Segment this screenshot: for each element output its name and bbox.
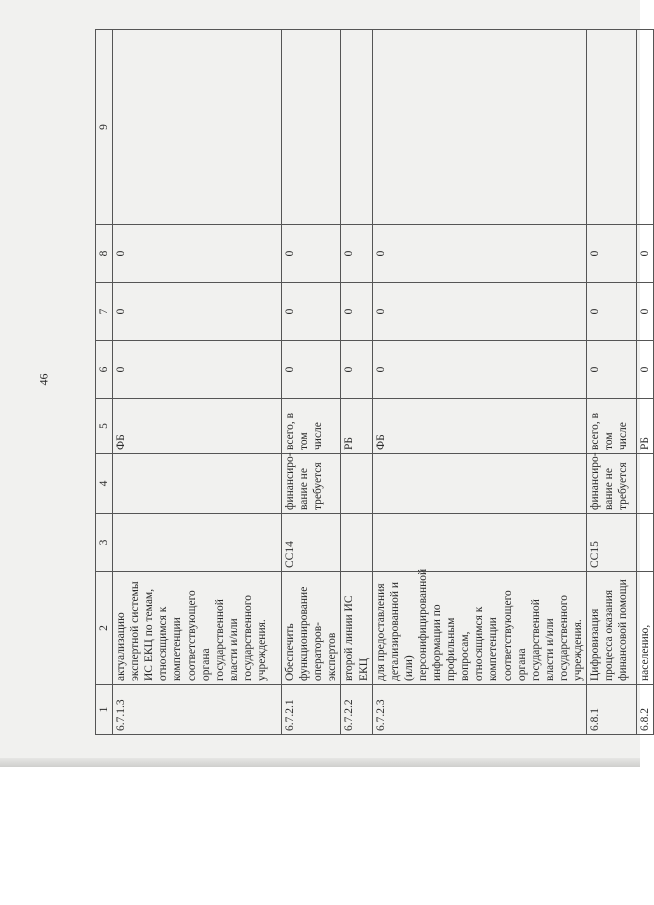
row-id: 6.7.1.3: [113, 685, 282, 735]
row-source: ФБ: [372, 399, 586, 454]
row-id: 6.7.2.3: [372, 685, 586, 735]
row-empty-col9: [587, 30, 637, 225]
table-body: [96, 30, 654, 735]
row-value-col8: 0: [341, 225, 372, 283]
row-value-col6: 0: [637, 341, 654, 399]
row-code: [637, 514, 654, 572]
table-row: [341, 30, 372, 735]
row-code: СС14: [282, 514, 341, 572]
row-value-col6: 0: [282, 341, 341, 399]
row-text: второй линии ИС ЕКЦ: [341, 572, 372, 685]
row-value-col8: 0: [637, 225, 654, 283]
table-row: [113, 30, 282, 735]
row-value-col7: 0: [637, 283, 654, 341]
row-id: 6.7.2.2: [341, 685, 372, 735]
table-row: [282, 30, 341, 735]
row-source: ФБ: [113, 399, 282, 454]
table-header-row: [96, 30, 113, 735]
row-code: СС15: [587, 514, 637, 572]
row-empty-col9: [341, 30, 372, 225]
row-value-col6: 0: [372, 341, 586, 399]
row-value-col8: 0: [372, 225, 586, 283]
page-number: 46: [36, 373, 51, 386]
row-text: актуализацию экспертной системы ИС ЕКЦ по темам, относящимся к компетенции соответствующего органа государственной власти и/или государственного учреждения.: [113, 572, 282, 685]
row-text: для предоставления детализированной и (или) персонифицированной информации по профильным вопросам, относящимся к компетенции соответствующего органа государственной власти и/или государственного учреждения.: [372, 572, 586, 685]
row-source: РБ: [341, 399, 372, 454]
row-empty-col9: [113, 30, 282, 225]
row-text: Обеспечить функционирование операторов-экспертов: [282, 572, 341, 685]
table-row: [587, 30, 637, 735]
row-financing: [113, 454, 282, 514]
header-cell: 2: [96, 572, 113, 685]
row-value-col7: 0: [341, 283, 372, 341]
header-cell: 9: [96, 30, 113, 225]
row-value-col6: 0: [113, 341, 282, 399]
header-cell: 3: [96, 514, 113, 572]
row-empty-col9: [282, 30, 341, 225]
row-financing: финансиро- вание не требуется: [282, 454, 341, 514]
row-value-col6: 0: [341, 341, 372, 399]
row-id: 6.8.1: [587, 685, 637, 735]
row-id: 6.7.2.1: [282, 685, 341, 735]
row-source: РБ: [637, 399, 654, 454]
row-value-col7: 0: [587, 283, 637, 341]
row-value-col7: 0: [282, 283, 341, 341]
rotated-table-container: [95, 30, 652, 735]
table-row: [372, 30, 586, 735]
header-cell: 7: [96, 283, 113, 341]
row-empty-col9: [637, 30, 654, 225]
row-code: [113, 514, 282, 572]
row-value-col6: 0: [587, 341, 637, 399]
row-financing: финансиро- вание не требуется: [587, 454, 637, 514]
table-row: [637, 30, 654, 735]
header-cell: 5: [96, 399, 113, 454]
row-text: Цифровизация процесса оказания финансовой помощи: [587, 572, 637, 685]
row-text: населению,: [637, 572, 654, 685]
row-source: всего, в том числе: [587, 399, 637, 454]
row-code: [341, 514, 372, 572]
row-code: [372, 514, 586, 572]
header-cell: 6: [96, 341, 113, 399]
row-source: всего, в том числе: [282, 399, 341, 454]
row-value-col8: 0: [587, 225, 637, 283]
header-cell: 4: [96, 454, 113, 514]
header-cell: 8: [96, 225, 113, 283]
header-cell: 1: [96, 685, 113, 735]
row-financing: [372, 454, 586, 514]
row-financing: [341, 454, 372, 514]
row-id: 6.8.2: [637, 685, 654, 735]
row-value-col8: 0: [282, 225, 341, 283]
row-value-col8: 0: [113, 225, 282, 283]
row-value-col7: 0: [113, 283, 282, 341]
row-value-col7: 0: [372, 283, 586, 341]
plan-table: [95, 29, 654, 735]
row-empty-col9: [372, 30, 586, 225]
page-edge: [0, 758, 640, 767]
row-financing: [637, 454, 654, 514]
